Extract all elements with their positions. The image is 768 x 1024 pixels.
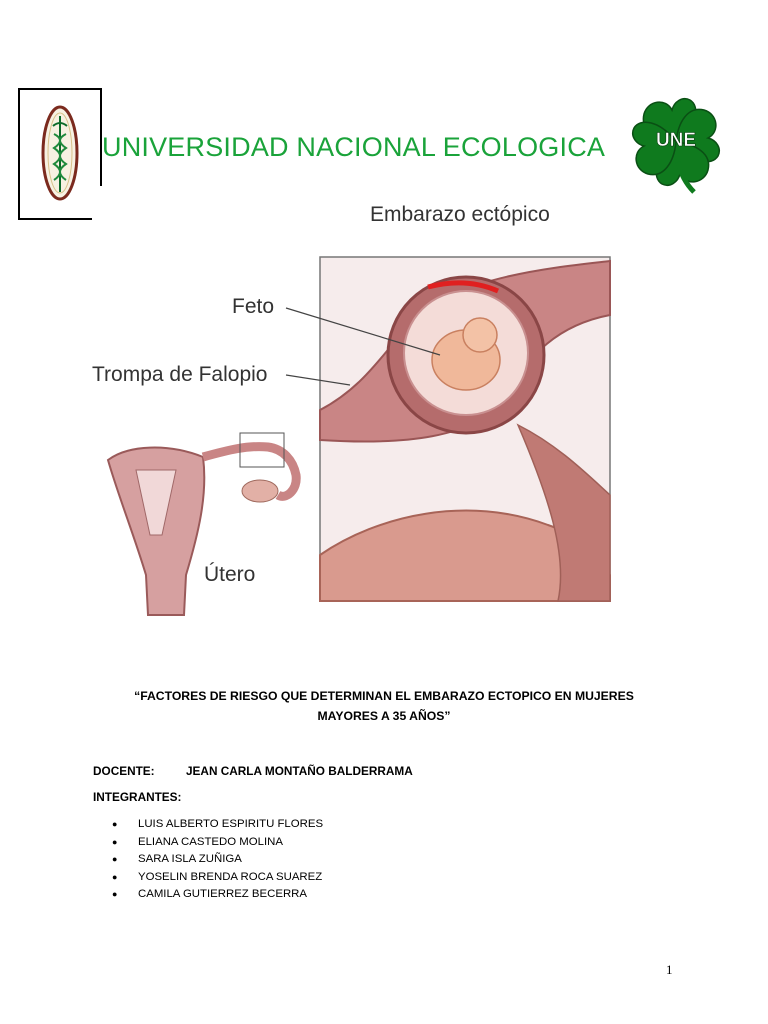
ectopic-pregnancy-illustration bbox=[88, 195, 618, 625]
illustration-title: Embarazo ectópico bbox=[370, 203, 550, 226]
list-item bbox=[112, 816, 323, 834]
label-feto: Feto bbox=[232, 295, 275, 318]
bullet-icon: ● bbox=[112, 871, 118, 882]
label-utero: Útero bbox=[204, 563, 256, 586]
document-title-line1: “FACTORES DE RIESGO QUE DETERMINAN EL EMBARAZO ECTOPICO EN MUJERES bbox=[134, 689, 634, 703]
member-name: CAMILA GUTIERREZ BECERRA bbox=[138, 888, 307, 901]
list-item bbox=[112, 851, 323, 869]
list-item bbox=[112, 869, 323, 887]
docente-label: DOCENTE: bbox=[93, 764, 155, 778]
member-name: YOSELIN BRENDA ROCA SUAREZ bbox=[138, 870, 323, 883]
list-item bbox=[112, 834, 323, 852]
member-name: LUIS ALBERTO ESPIRITU FLORES bbox=[138, 818, 324, 830]
integrantes-label: INTEGRANTES: bbox=[93, 790, 182, 804]
label-trompa: Trompa de Falopio bbox=[92, 363, 268, 386]
member-name: SARA ISLA ZUÑIGA bbox=[138, 853, 242, 866]
bullet-icon: ● bbox=[112, 889, 118, 900]
document-title bbox=[90, 686, 678, 726]
list-item bbox=[112, 886, 323, 904]
document-title-line2: MAYORES A 35 AÑOS” bbox=[317, 709, 451, 723]
integrantes-list bbox=[112, 816, 323, 904]
bullet-icon: ● bbox=[112, 836, 118, 847]
page-number: 1 bbox=[666, 962, 673, 977]
four-leaf-clover-icon bbox=[626, 92, 726, 196]
university-name: UNIVERSIDAD NACIONAL ECOLOGICA bbox=[102, 132, 606, 162]
docente-name: JEAN CARLA MONTAÑO BALDERRAMA bbox=[186, 764, 413, 778]
clover-logo-text: UNE bbox=[655, 130, 697, 151]
bullet-icon: ● bbox=[112, 819, 118, 829]
bullet-icon: ● bbox=[112, 854, 118, 865]
member-name: ELIANA CASTEDO MOLINA bbox=[138, 835, 283, 848]
caduceus-icon bbox=[40, 104, 80, 202]
